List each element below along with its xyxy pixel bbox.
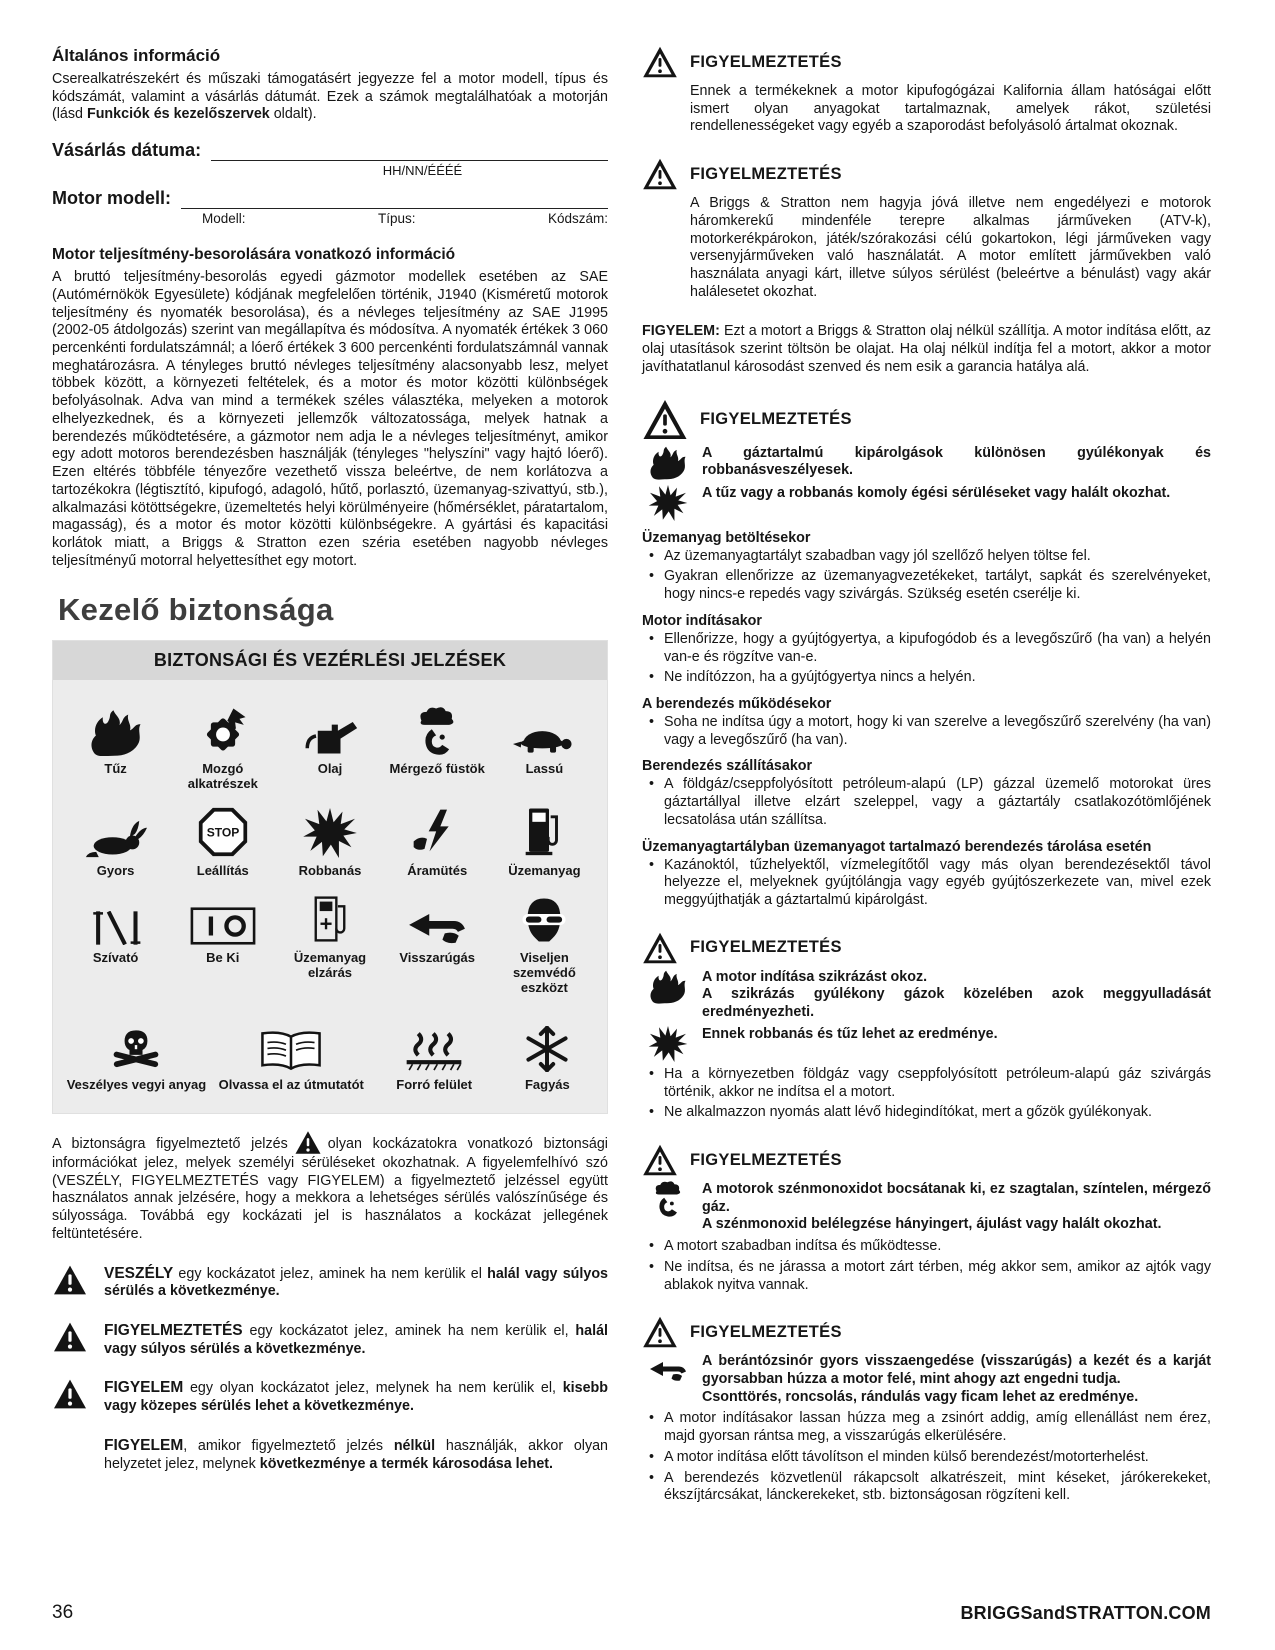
symbol-kickback (387, 887, 488, 996)
co-bullets (642, 1238, 1211, 1294)
general-info-title: Általános információ (52, 46, 221, 65)
warning-triangle-icon (642, 399, 688, 440)
fuel-consequence-statement: A tűz vagy a robbanás komoly égési sérüléseket vagy halált okozhat. (702, 484, 1171, 501)
warning-title: FIGYELMEZTETÉS (690, 1322, 842, 1341)
symbol-slow (494, 698, 595, 792)
right-column (642, 46, 1211, 1582)
general-info-text (52, 71, 608, 124)
symbol-fuel-shutoff (279, 887, 380, 996)
purchase-date-blank (211, 144, 608, 162)
caution-word: FIGYELEM (104, 1379, 184, 1397)
power-rating-title: Motor teljesítmény-besorolására vonatkozó információ (52, 246, 456, 264)
danger-definition (52, 1264, 608, 1301)
symbol-label: Tűz (104, 761, 127, 777)
page-footer (52, 1602, 1211, 1624)
toxic-fumes-icon (646, 1181, 690, 1234)
fire-icon (646, 445, 690, 481)
safety-symbols-header: BIZTONSÁGI ÉS VEZÉRLÉSI JELZÉSEK (53, 641, 607, 680)
symbol-label: Lassú (525, 761, 564, 777)
bullet-item: • A motor indítása előtt távolítson el minden külső berendezést/motorterhelést. (642, 1449, 1211, 1467)
symbol-toxic-fumes (387, 698, 488, 792)
symbol-label: Leállítás (196, 863, 249, 879)
symbol-label: Mérgező füstök (389, 761, 485, 777)
model-field-label: Modell: (202, 211, 246, 227)
fuel-section-heading: A berendezés működésekor (642, 695, 832, 712)
stop-sign-icon (197, 800, 249, 858)
bullet-item: • Kazánoktól, tűzhelyektől, vízmelegítőtől vagy más olyan berendezésektől távol helyezze el, melyeknek gyújtólángja vagy egyéb gyújtószerkezete van, mivel ezek meggyújthatják a gáztartalmú kipárolgást. (642, 857, 1211, 910)
bullet-item: • Ha a környezetben földgáz vagy cseppfolyósított petróleum-alapú gáz szivárgás történik, akkor ne indítsa el a motort. (642, 1066, 1211, 1101)
bullet-item: • Soha ne indítsa úgy a motort, hogy ki van szerelve a levegőszűrő szerelvény (ha van) vagy a levegőszűrő (ha van). (642, 714, 1211, 749)
features-controls-ref: Funkciók és kezelőszervek (86, 106, 270, 123)
danger-word: VESZÉLY (104, 1264, 174, 1282)
co-consequence-statement: A szénmonoxid belélegzése hányingert, ájulást vagy halált okozhat. (702, 1216, 1162, 1233)
explosion-icon (303, 800, 357, 858)
svg-text:STOP: STOP (206, 825, 240, 840)
turtle-icon (513, 698, 575, 756)
symbol-eye-protection (494, 887, 595, 996)
symbol-label: Visszarúgás (399, 950, 476, 966)
warning-title: FIGYELMEZTETÉS (700, 409, 852, 428)
kickback-consequence-statement: Csonttörés, roncsolás, rándulás vagy ficam lehet az eredménye. (702, 1388, 1139, 1405)
operator-safety-title: Kezelő biztonsága (58, 592, 334, 628)
symbol-label: Olaj (317, 761, 343, 777)
page-number: 36 (52, 1602, 74, 1623)
open-book-icon (259, 1014, 323, 1072)
toxic-fumes-icon (411, 698, 463, 756)
left-column (52, 46, 608, 1582)
notice-icon-spacer (52, 1436, 90, 1473)
engine-model-label: Motor modell: (52, 188, 171, 209)
symbol-chemical-hazard (65, 1014, 208, 1093)
sparks-warning-statements (646, 969, 1211, 1022)
warning-fuel-vapors (642, 399, 1211, 910)
warning-atv (642, 158, 1211, 301)
symbol-fire (65, 698, 166, 792)
warning-header (642, 932, 1211, 964)
notice-oil-label: FIGYELEM: (642, 323, 720, 340)
warning-title: FIGYELMEZTETÉS (690, 52, 842, 71)
fuel-shutoff-icon (311, 887, 349, 945)
kickback-hazard-statement: A berántózsinór gyors visszaengedése (visszarúgás) a kezét és a karját gyorsabban húzza a motor felé, mint ahogy azt engedni tudja. (702, 1353, 1211, 1388)
warning-kickback (642, 1316, 1211, 1505)
engine-model-blank (181, 192, 608, 210)
notice-definition-text: FIGYELEM, amikor figyelmeztető jelzés nélkül használják, akkor olyan helyzetet jelez, melynek következménye a termék károsodása lehet. (104, 1436, 608, 1472)
purchase-date-label: Vásárlás dátuma: (52, 140, 202, 161)
explosion-icon (646, 485, 690, 521)
fuel-section-heading: Motor indításakor (642, 612, 762, 629)
eye-protection-icon (519, 887, 569, 945)
warning-triangle-icon (52, 1321, 90, 1358)
safety-alert-intro (52, 1130, 608, 1244)
notice-definition (52, 1436, 608, 1473)
symbol-hot-surface (375, 1014, 494, 1093)
warning-definition (52, 1321, 608, 1358)
symbol-explosion (279, 800, 380, 879)
symbol-label: Forró felület (396, 1077, 473, 1092)
hot-surface-icon (405, 1014, 463, 1072)
fuel-section-bullets (642, 548, 1211, 604)
sparks-consequence-statement: Ennek robbanás és tűz lehet az eredménye. (702, 1025, 998, 1042)
warning-triangle-icon (642, 1144, 678, 1176)
bullet-item: • A motor indításakor lassan húzza meg a zsinórt addig, amíg ellenállást nem érez, majd gyorsan rántsa meg, a visszarúgás elkerülésére. (642, 1410, 1211, 1445)
explosion-icon (646, 1026, 690, 1062)
choke-icon (90, 887, 142, 945)
kickback-icon (646, 1353, 690, 1406)
kickback-bullets (642, 1410, 1211, 1505)
warning-triangle-icon (642, 932, 678, 964)
oil-can-icon (302, 698, 358, 756)
bullet-item: • Ne indítsa, és ne járassa a motort zárt térben, még akkor sem, amikor az ajtók vagy ablakok nyitva vannak. (642, 1259, 1211, 1294)
fuel-section-heading: Üzemanyag betöltésekor (642, 529, 811, 546)
general-info-text-part1: Cserealkatrészekért és műszaki támogatásért jegyezze fel a motor modell, típus és kódszámát, valamint a vásárlás dátumát. Ezek a számok megtalálhatóak a motorján (lásd (52, 71, 608, 123)
symbols-grid-row-4 (53, 1006, 607, 1113)
warning-title: FIGYELMEZTETÉS (690, 938, 842, 957)
fuel-section-bullets (642, 631, 1211, 687)
symbol-choke (65, 887, 166, 996)
website-text: BRIGGSandSTRATTON.COM (960, 1603, 1211, 1623)
skull-crossbones-icon (105, 1014, 167, 1072)
fuel-section-bullets (642, 714, 1211, 749)
symbol-label: Gyors (96, 863, 135, 879)
symbol-label: Üzemanyag elzárás (293, 950, 367, 981)
fuel-section-bullets (642, 857, 1211, 910)
warning-header (642, 1144, 1211, 1176)
symbol-oil (279, 698, 380, 792)
warning-triangle-icon (642, 46, 678, 78)
symbol-label: Veszélyes vegyi anyag (66, 1077, 207, 1092)
co-warning-statements (646, 1181, 1211, 1234)
warning-california (642, 46, 1211, 136)
warning-atv-body: A Briggs & Stratton nem hagyja jóvá illetve nem engedélyezi e motorok háromkerekű mindenféle terepre alkalmas járműveken (ATV-k), motorkerékpárokon, játék/szórakozási célú gokartokon, légi járműveken vagy versenyjárműveken való használatát. A motor említett járművekben való használata anyagi kárt, illetve súlyos sérülést (beleértve a bénulást) vagy akár halálesetet okozhat. (690, 195, 1211, 300)
code-field-label: Kódszám: (547, 211, 608, 227)
warning-header (642, 1316, 1211, 1348)
bullet-item: • Ne alkalmazzon nyomás alatt lévő hidegindítókat, mert a gőzök gyúlékonyak. (642, 1104, 1211, 1122)
safety-alert-triangle-icon (288, 1136, 328, 1152)
general-info-text-part2: oldalt). (269, 106, 317, 123)
symbol-read-manual (214, 1014, 369, 1093)
caution-definition (52, 1378, 608, 1415)
bullet-item: • Az üzemanyagtartályt szabadban vagy jól szellőző helyen töltse fel. (642, 548, 1211, 566)
notice-oil-text: Ezt a motort a Briggs & Stratton olaj nélkül szállítja. A motor indítása előtt, az olaj utasítások szerint töltsön be olajat. Ha olaj nélkül indítja fel a motort, akkor a motor javíthatatlanul károsodást szenved és nem esik a garancia hatálya alá. (642, 323, 1211, 375)
electric-shock-icon (412, 800, 462, 858)
notice-word: FIGYELEM (104, 1436, 184, 1454)
danger-triangle-icon (52, 1264, 90, 1301)
date-format-hint: HH/NN/ÉÉÉÉ (382, 163, 463, 179)
sparks-bullets (642, 1066, 1211, 1122)
snowflake-icon (524, 1014, 570, 1072)
fuel-section-heading: Berendezés szállításakor (642, 758, 813, 775)
symbol-electric-shock (387, 800, 488, 879)
co-hazard-statement: A motorok szénmonoxidot bocsátanak ki, ez szagtalan, színtelen, mérgező gáz. (702, 1181, 1211, 1215)
fuel-pump-icon (524, 800, 564, 858)
symbol-label: Be Ki (206, 950, 240, 966)
sparks-warning-consequence (646, 1026, 1211, 1062)
engine-model-row (52, 188, 608, 209)
on-off-icon (190, 887, 256, 945)
rabbit-icon (85, 800, 147, 858)
moving-parts-icon (197, 698, 249, 756)
page-content (52, 46, 1211, 1582)
warning-header (642, 158, 1211, 190)
warning-carbon-monoxide (642, 1144, 1211, 1294)
fire-icon (88, 698, 144, 756)
warning-title: FIGYELMEZTETÉS (690, 164, 842, 183)
kickback-icon (406, 887, 468, 945)
danger-definition-text: VESZÉLY egy kockázatot jelez, aminek ha nem kerülik el halál vagy súlyos sérülés a következménye. (104, 1264, 609, 1300)
symbol-label: Szívató (92, 950, 139, 966)
alert-intro-part2: olyan kockázatokra vonatkozó biztonsági információkat jelez, melyek személyi sérüléseket okozhatnak. A figyelemfelhívó szó (VESZÉLY, FIGYELMEZTETÉS vagy FIGYELEM) a figyelmeztető jelzéssel együtt használatos annak jelzésére, hogy a mekkora a lehetséges sérülés valószínűsége és súlyossága. Továbbá egy kockázati jel is használatos a kockázat jellegének feltüntetésére. (52, 1135, 608, 1242)
warning-header (642, 399, 1211, 440)
warning-definition-text: FIGYELMEZTETÉS egy kockázatot jelez, aminek ha nem kerülik el, halál vagy súlyos sérülés a következménye. (104, 1321, 608, 1357)
kickback-warning-statements (646, 1353, 1211, 1406)
warning-triangle-icon (642, 158, 678, 190)
symbol-frostbite (500, 1014, 595, 1093)
type-field-label: Típus: (377, 211, 416, 227)
power-rating-body: A bruttó teljesítmény-besorolás egyedi gázmotor modellek esetében az SAE (Autómérnökök Egyesülete) kódjának megfelelően történik, J1940 (Kisméretű motorok teljesítmény és nyomaték besorolása), és a névleges teljesítmény az SAE J1995 (2002-05 átdolgozás) szerint van megállapítva és módosítva. A nyomaték értékek 3 060 percenkénti fordulatszámnál; a lóerő értékek 3 600 percenkénti fordulatszámnál vannak meghatározásra. A tényleges bruttó névleges teljesítmény alacsonyabb lesz, melyet többek között, a környezeti feltételek, és a motor és motor közötti különbségek befolyásolnak. Adva van mind a termékek széles választéka, melyeken a motorok elhelyezkednek, és a környezeti jellemzők változatossága, melyek hatnak a berendezés működtetésére, a gázmotor nem adja le a névleges teljesítményt, amikor egy adott motoros berendezésben használják (tényleges "helyszíni" vagy hajtó lóerő). Ezen eltérés többféle tényezőre vezethető vissza beleértve, de nem korlátozva a tartozékokra (légtisztító, kipufogó, adagoló, hűtő, porlasztó, üzemanyag-szivattyú, stb.), alkalmazási kötöttségekre, üzemeltetés helyi körülményeire (hőmérséklet, páratartalom, magasság), és a motor és motor közötti különbségekre. A gyártási és kapacitási korlátok miatt, a Briggs & Stratton ezen széria esetében nagyobb névleges teljesítményű motorral helyettesíthet egy motort. (52, 269, 608, 569)
bullet-item: • Gyakran ellenőrizze az üzemanyagvezetékeket, tartályt, sapkát és szerelvényeket, hogy nincs-e repedés vagy szivárgás. Szükség esetén cserélje ki. (642, 568, 1211, 603)
fire-icon (646, 969, 690, 1022)
purchase-date-row (52, 140, 608, 161)
symbol-label: Olvassa el az útmutatót (218, 1077, 364, 1092)
symbol-label: Viseljen szemvédő eszközt (512, 950, 576, 996)
caution-triangle-icon (52, 1378, 90, 1415)
symbol-fuel (494, 800, 595, 879)
symbol-label: Üzemanyag (508, 863, 581, 879)
warning-header (642, 46, 1211, 78)
bullet-item: • A motort szabadban indítsa és működtesse. (642, 1238, 1211, 1256)
symbol-label: Áramütés (407, 863, 468, 879)
symbol-label: Mozgó alkatrészek (187, 761, 258, 792)
warning-california-body: Ennek a termékeknek a motor kipufogógázai Kalifornia állam hatóságai előtt ismert olyan anyagokat tartalmaznak, amelyek rákot, születési rendellenességeket vagy egyéb a szaporodást befolyásoló ártalmat okoznak. (690, 83, 1211, 135)
symbol-fast (65, 800, 166, 879)
bullet-item: • A berendezés közvetlenül rákapcsolt alkatrészeit, mint késeket, járókerekeket, ékszíjtárcsákat, lánckerekeket, stb. biztonságosan rögzíteni kell. (642, 1470, 1211, 1505)
warning-title: FIGYELMEZTETÉS (690, 1150, 842, 1169)
warning-sparks (642, 932, 1211, 1122)
symbol-label: Robbanás (298, 863, 362, 879)
bullet-item: • A földgáz/cseppfolyósított petróleum-alapú (LP) gázzal üzemelő motorokat üres gáztartállyal illetve elzárt szeleppel, vagy a gáztartály csatlakozótömlőjének lecsatolása után szállítsa. (642, 776, 1211, 829)
symbol-moving-parts (172, 698, 273, 792)
fuel-section-heading: Üzemanyagtartályban üzemanyagot tartalmazó berendezés tárolása esetén (642, 838, 1152, 855)
notice-oil (642, 323, 1211, 376)
symbols-grid-rows-1-3 (53, 680, 607, 1006)
fuel-warning-statement-1 (646, 445, 1211, 481)
sparks-hazard-statement-2: A szikrázás gyúlékony gázok közelében azok meggyulladását eredményezheti. (702, 986, 1211, 1021)
safety-symbols-box (52, 640, 608, 1114)
warning-triangle-icon (642, 1316, 678, 1348)
symbol-stop (172, 800, 273, 879)
alert-intro-part1: A biztonságra figyelmeztető jelzés (52, 1135, 288, 1152)
symbol-on-off (172, 887, 273, 996)
fuel-section-bullets (642, 776, 1211, 829)
sparks-hazard-statement: A motor indítása szikrázást okoz. (702, 968, 928, 985)
fuel-warning-statement-2 (646, 485, 1211, 521)
symbol-label: Fagyás (524, 1077, 570, 1092)
fuel-hazard-statement: A gáztartalmú kipárolgások különösen gyúlékonyak és robbanásveszélyesek. (702, 444, 1211, 479)
bullet-item: • Ne indítózzon, ha a gyújtógyertya nincs a helyén. (642, 669, 1211, 687)
engine-model-fields (202, 211, 608, 226)
warning-word: FIGYELMEZTETÉS (104, 1321, 243, 1339)
caution-definition-text: FIGYELEM egy olyan kockázatot jelez, melynek ha nem kerülik el, kisebb vagy közepes sérülés lehet a következménye. (104, 1379, 608, 1415)
bullet-item: • Ellenőrizze, hogy a gyújtógyertya, a kipufogódob és a levegőszűrő (ha van) a helyén van-e és rögzítve van-e. (642, 631, 1211, 666)
